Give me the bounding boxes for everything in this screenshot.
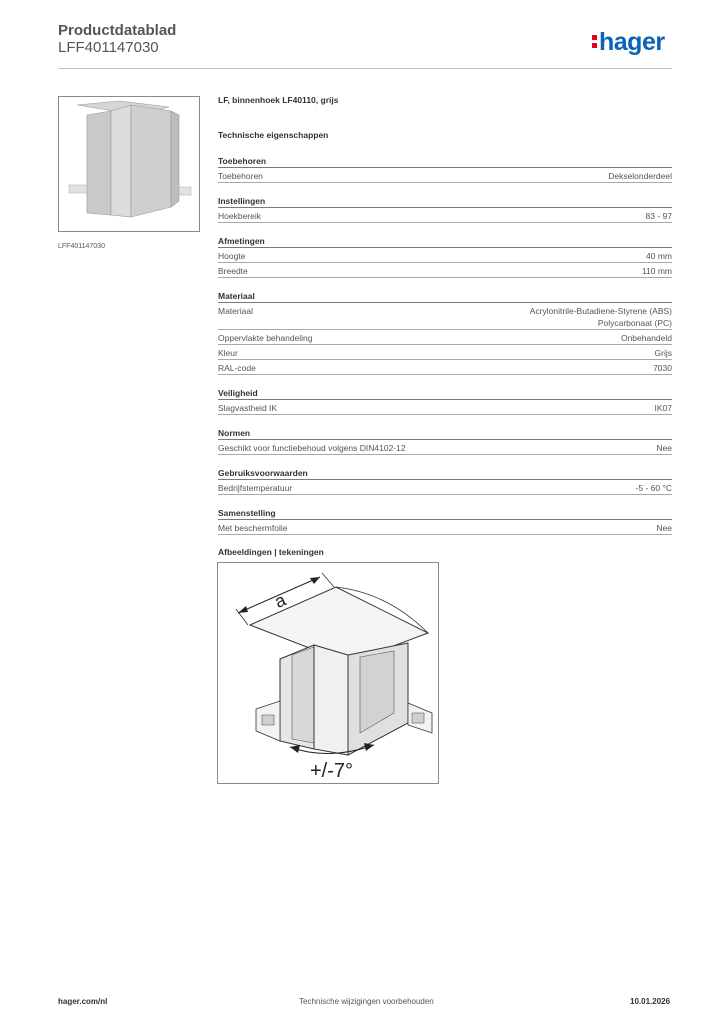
product-thumbnail (58, 96, 200, 232)
spec-value: Onbehandeld (620, 333, 672, 343)
footer-date: 10.01.2026 (630, 997, 671, 1006)
spec-label: Slagvastheid IK (218, 403, 278, 413)
spec-value: Grijs (654, 348, 672, 358)
spec-section (218, 193, 672, 223)
section-title: Gebruiksvoorwaarden (218, 465, 672, 480)
section-title: Veiligheid (218, 385, 672, 400)
page-title: Productdatablad (58, 22, 177, 39)
tech-heading: Technische eigenschappen (218, 130, 329, 140)
spec-row (218, 168, 672, 183)
spec-label: Hoekbereik (218, 211, 261, 221)
spec-row (218, 520, 672, 535)
spec-label: Oppervlakte behandeling (218, 333, 313, 343)
spec-section (218, 425, 672, 455)
section-title: Afmetingen (218, 233, 672, 248)
spec-content (218, 95, 672, 557)
spec-value: Dekselonderdeel (608, 171, 672, 181)
spec-value: Acrylonitrile-Butadiene-Styrene (ABS) Polycarbonaat (PC) (529, 306, 672, 328)
spec-row (218, 303, 672, 330)
spec-section (218, 233, 672, 278)
angle-label: +/-7° (310, 760, 354, 782)
spec-sections (218, 153, 672, 535)
spec-row (218, 330, 672, 345)
section-title: Samenstelling (218, 505, 672, 520)
thumbnail-caption: LFF401147030 (58, 243, 105, 250)
spec-label: RAL-code (218, 363, 256, 373)
spec-label: Materiaal (218, 306, 253, 316)
spec-value: Nee (656, 523, 672, 533)
header-divider (58, 68, 672, 69)
product-code: LFF401147030 (58, 39, 159, 56)
section-title: Instellingen (218, 193, 672, 208)
spec-row (218, 263, 672, 278)
logo-dots-icon (592, 32, 597, 51)
technical-drawing-image (218, 563, 438, 783)
spec-value: 110 mm (641, 266, 672, 276)
technical-drawing (217, 562, 439, 784)
section-title: Materiaal (218, 288, 672, 303)
product-title: LF, binnenhoek LF40110, grijs (218, 95, 339, 105)
spec-label: Geschikt voor functiebehoud volgens DIN4102-12 (218, 443, 406, 453)
spec-label: Hoogte (218, 251, 246, 261)
spec-row (218, 440, 672, 455)
section-title: Normen (218, 425, 672, 440)
spec-section (218, 465, 672, 495)
spec-row (218, 248, 672, 263)
spec-value: 7030 (653, 363, 672, 373)
spec-value: IK07 (654, 403, 672, 413)
logo-text: hager (599, 28, 665, 56)
spec-value: Nee (656, 443, 672, 453)
footer-website-link[interactable]: hager.com/nl (58, 997, 108, 1006)
dimension-label: a (271, 589, 289, 612)
spec-row (218, 400, 672, 415)
spec-label: Kleur (218, 348, 238, 358)
spec-section (218, 288, 672, 375)
corner-piece-image (59, 97, 199, 231)
spec-label: Breedte (218, 266, 248, 276)
spec-label: Met beschermfolie (218, 523, 288, 533)
images-heading: Afbeeldingen | tekeningen (218, 547, 324, 557)
spec-value: 40 mm (646, 251, 672, 261)
spec-section (218, 153, 672, 183)
spec-label: Bedrijfstemperatuur (218, 483, 293, 493)
spec-section (218, 505, 672, 535)
spec-row (218, 208, 672, 223)
spec-value: 83 - 97 (645, 211, 672, 221)
hager-logo[interactable] (592, 28, 665, 57)
spec-row (218, 480, 672, 495)
section-title: Toebehoren (218, 153, 672, 168)
spec-label: Toebehoren (218, 171, 263, 181)
spec-section (218, 385, 672, 415)
spec-row (218, 360, 672, 375)
spec-row (218, 345, 672, 360)
spec-value: -5 - 60 °C (635, 483, 672, 493)
footer-disclaimer: Technische wijzigingen voorbehouden (299, 997, 434, 1006)
